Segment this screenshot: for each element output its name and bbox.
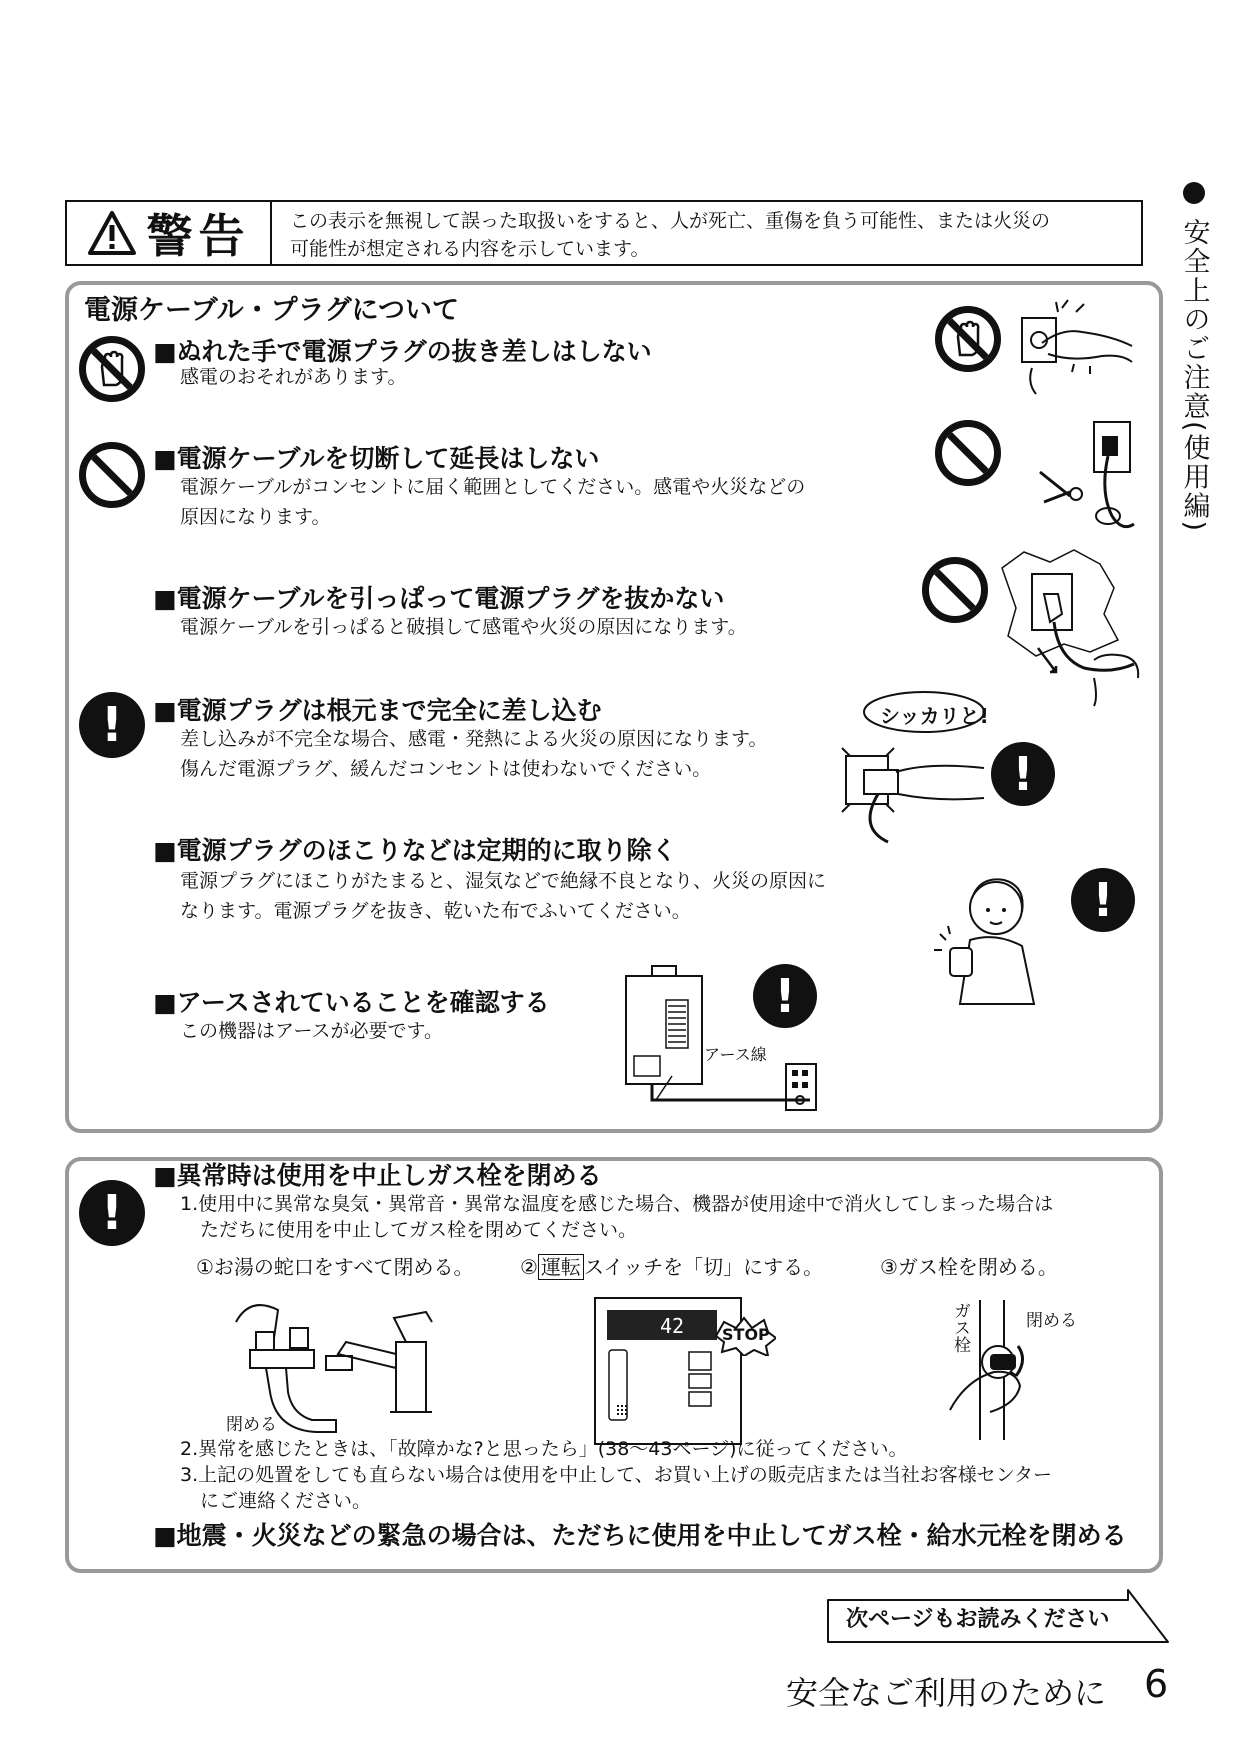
step-label: ①お湯の蛇口をすべて閉める。 xyxy=(196,1255,474,1279)
footer-title: 安全なご利用のために xyxy=(786,1674,1107,1712)
wet-hand-plug-illustration xyxy=(1012,298,1136,398)
item-title: ■電源ケーブルを切断して延長はしない xyxy=(153,444,600,473)
hand-icon xyxy=(948,319,988,359)
bullet-dot xyxy=(1183,182,1205,204)
warning-desc-line: この表示を無視して誤った取扱いをすると、人が死亡、重傷を負う可能性、または火災の xyxy=(290,210,1051,232)
mandatory-icon: ! xyxy=(1071,868,1135,932)
mandatory-icon: ! xyxy=(753,964,817,1028)
warning-desc-line: 可能性が想定される内容を示しています。 xyxy=(290,238,650,260)
side-tab xyxy=(1176,182,1212,533)
cleaning-plug-illustration xyxy=(930,868,1040,1008)
hand-icon xyxy=(92,349,132,389)
close-label: 閉める xyxy=(1026,1311,1077,1331)
next-page-label: 次ページもお読みください xyxy=(846,1607,1110,1632)
run-switch-key: 運転 xyxy=(538,1254,584,1280)
mandatory-icon: ! xyxy=(79,692,145,758)
item-text: にご連絡ください。 xyxy=(200,1490,372,1512)
item-text: 感電のおそれがあります。 xyxy=(180,366,407,388)
no-wet-hands-icon xyxy=(79,336,145,402)
item-title: ■電源ケーブルを引っぱって電源プラグを抜かない xyxy=(153,584,725,613)
prohibited-icon xyxy=(935,420,1001,486)
prohibited-icon xyxy=(922,557,988,623)
item-title: ■異常時は使用を中止しガス栓を閉める xyxy=(153,1161,602,1190)
stop-label: STOP xyxy=(722,1325,770,1344)
warning-title: 警告 xyxy=(146,209,251,263)
gas-cock-label: ガス栓 xyxy=(950,1302,970,1353)
step-number: ② xyxy=(520,1255,538,1279)
prohibited-icon xyxy=(79,442,145,508)
no-wet-hands-icon xyxy=(935,306,1001,372)
item-text: 電源ケーブルがコンセントに届く範囲としてください。感電や火災などの xyxy=(180,476,806,498)
item-text: 差し込みが不完全な場合、感電・発熱による火災の原因になります。 xyxy=(180,728,768,750)
step-label: ③ガス栓を閉める。 xyxy=(880,1255,1058,1279)
close-label: 閉める xyxy=(226,1415,277,1435)
section-title: 電源ケーブル・プラグについて xyxy=(84,295,460,326)
warning-header xyxy=(65,200,1143,266)
shikkari-label: シッカリと! xyxy=(880,704,989,728)
side-tab-label: 安全上のご注意(使用編) xyxy=(1178,218,1210,534)
warning-label-box xyxy=(67,202,272,264)
item-title: ■電源プラグのほこりなどは定期的に取り除く xyxy=(153,836,677,865)
item-text: 2.異常を感じたときは、「故障かな?と思ったら」(38〜43ページ)に従ってください。 xyxy=(180,1438,908,1460)
item-text: 3.上記の処置をしても直らない場合は使用を中止して、お買い上げの販売店または当社お客様センター xyxy=(180,1464,1052,1486)
pull-cable-illustration xyxy=(994,548,1142,708)
step-text: スイッチを「切」にする。 xyxy=(583,1255,824,1279)
item-text: この機器はアースが必要です。 xyxy=(180,1020,443,1042)
item-text: 電源プラグにほこりがたまると、湿気などで絶縁不良となり、火災の原因に xyxy=(180,870,827,892)
item-text: 1.使用中に異常な臭気・異常音・異常な温度を感じた場合、機器が使用途中で消火してしまった場合は xyxy=(180,1193,1054,1215)
earth-wire-label: アース線 xyxy=(704,1045,767,1064)
item-text: 原因になります。 xyxy=(180,506,331,528)
page-number: 6 xyxy=(1144,1662,1169,1706)
mandatory-icon: ! xyxy=(991,742,1055,806)
cut-cable-illustration xyxy=(1030,412,1140,536)
step-label xyxy=(520,1251,823,1280)
item-title: ■アースされていることを確認する xyxy=(153,988,550,1017)
next-page-tag xyxy=(826,1588,1170,1644)
mandatory-icon: ! xyxy=(79,1180,145,1246)
item-text: 傷んだ電源プラグ、緩んだコンセントは使わないでください。 xyxy=(180,758,712,780)
warning-description xyxy=(272,202,1141,264)
item-title: ■電源プラグは根元まで完全に差し込む xyxy=(153,696,602,725)
item-text: 電源ケーブルを引っぱると破損して感電や火災の原因になります。 xyxy=(180,616,747,638)
item-text: ただちに使用を中止してガス栓を閉めてください。 xyxy=(200,1219,638,1241)
insert-plug-illustration xyxy=(838,738,988,848)
item-title: ■ぬれた手で電源プラグの抜き差しはしない xyxy=(153,337,652,366)
emergency-title: ■地震・火災などの緊急の場合は、ただちに使用を中止してガス栓・給水元栓を閉める xyxy=(153,1521,1127,1550)
remote-display-value: 42 xyxy=(660,1314,685,1338)
item-text: なります。電源プラグを抜き、乾いた布でふいてください。 xyxy=(180,900,691,922)
warning-triangle-icon xyxy=(87,210,137,256)
